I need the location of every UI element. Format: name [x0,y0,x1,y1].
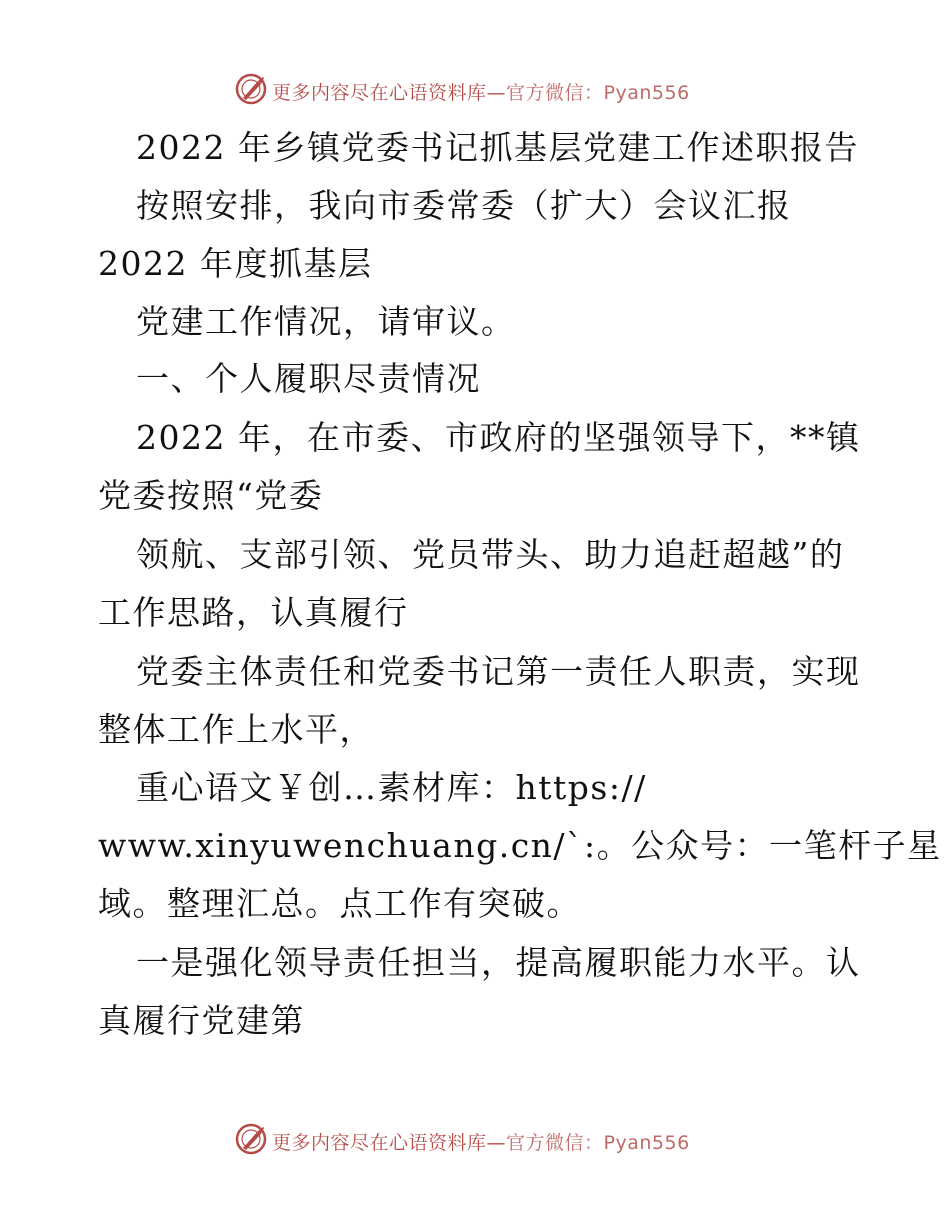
paragraph-line: 党建工作情况，请审议。 [136,302,516,341]
paragraph-line: 按照安排，我向市委常委（扩大）会议汇报 [136,186,792,225]
watermark-wechat-label: 官方微信： [506,1132,604,1154]
paragraph-line: 党委按照“党委 [98,476,324,515]
watermark-dash: — [486,1132,507,1154]
paragraph-line: 2022 年，在市委、市政府的坚强领导下，**镇 [136,418,861,457]
paragraph-line: 重心语文￥创…素材库：https:// [136,768,647,807]
paragraph-line: 一是强化领导责任担当，提高履职能力水平。认 [136,943,861,982]
header-watermark [0,70,950,110]
document-title: 2022 年乡镇党委书记抓基层党建工作述职报告 [136,128,859,167]
section-heading: 一、个人履职尽责情况 [136,359,481,398]
paragraph-line: 工作思路，认真履行 [98,593,409,632]
watermark-main: 更多内容尽在心语资料库 [272,1132,487,1154]
watermark-dash: — [486,82,507,104]
pen-nib-seal-icon [234,1122,268,1156]
watermark-main: 更多内容尽在心语资料库 [272,82,487,104]
watermark-text [272,78,690,105]
paragraph-line: www.xinyuwenchuang.cn/`:。公众号：一笔杆子星 [98,826,942,865]
footer-watermark [0,1120,950,1160]
paragraph-line: 领航、支部引领、党员带头、助力追赶超越”的 [136,535,845,574]
paragraph-line: 真履行党建第 [98,1001,305,1040]
pen-nib-seal-icon [234,72,268,106]
watermark-wechat-label: 官方微信： [506,82,604,104]
paragraph-line: 2022 年度抓基层 [98,244,373,283]
paragraph-line: 党委主体责任和党委书记第一责任人职责，实现 [136,652,861,691]
watermark-wechat-id: Pyan556 [603,1132,690,1154]
paragraph-line: 域。整理汇总。点工作有突破。 [98,884,581,923]
watermark-wechat-id: Pyan556 [603,82,690,104]
paragraph-line: 整体工作上水平， [98,710,374,749]
watermark-text [272,1128,690,1155]
